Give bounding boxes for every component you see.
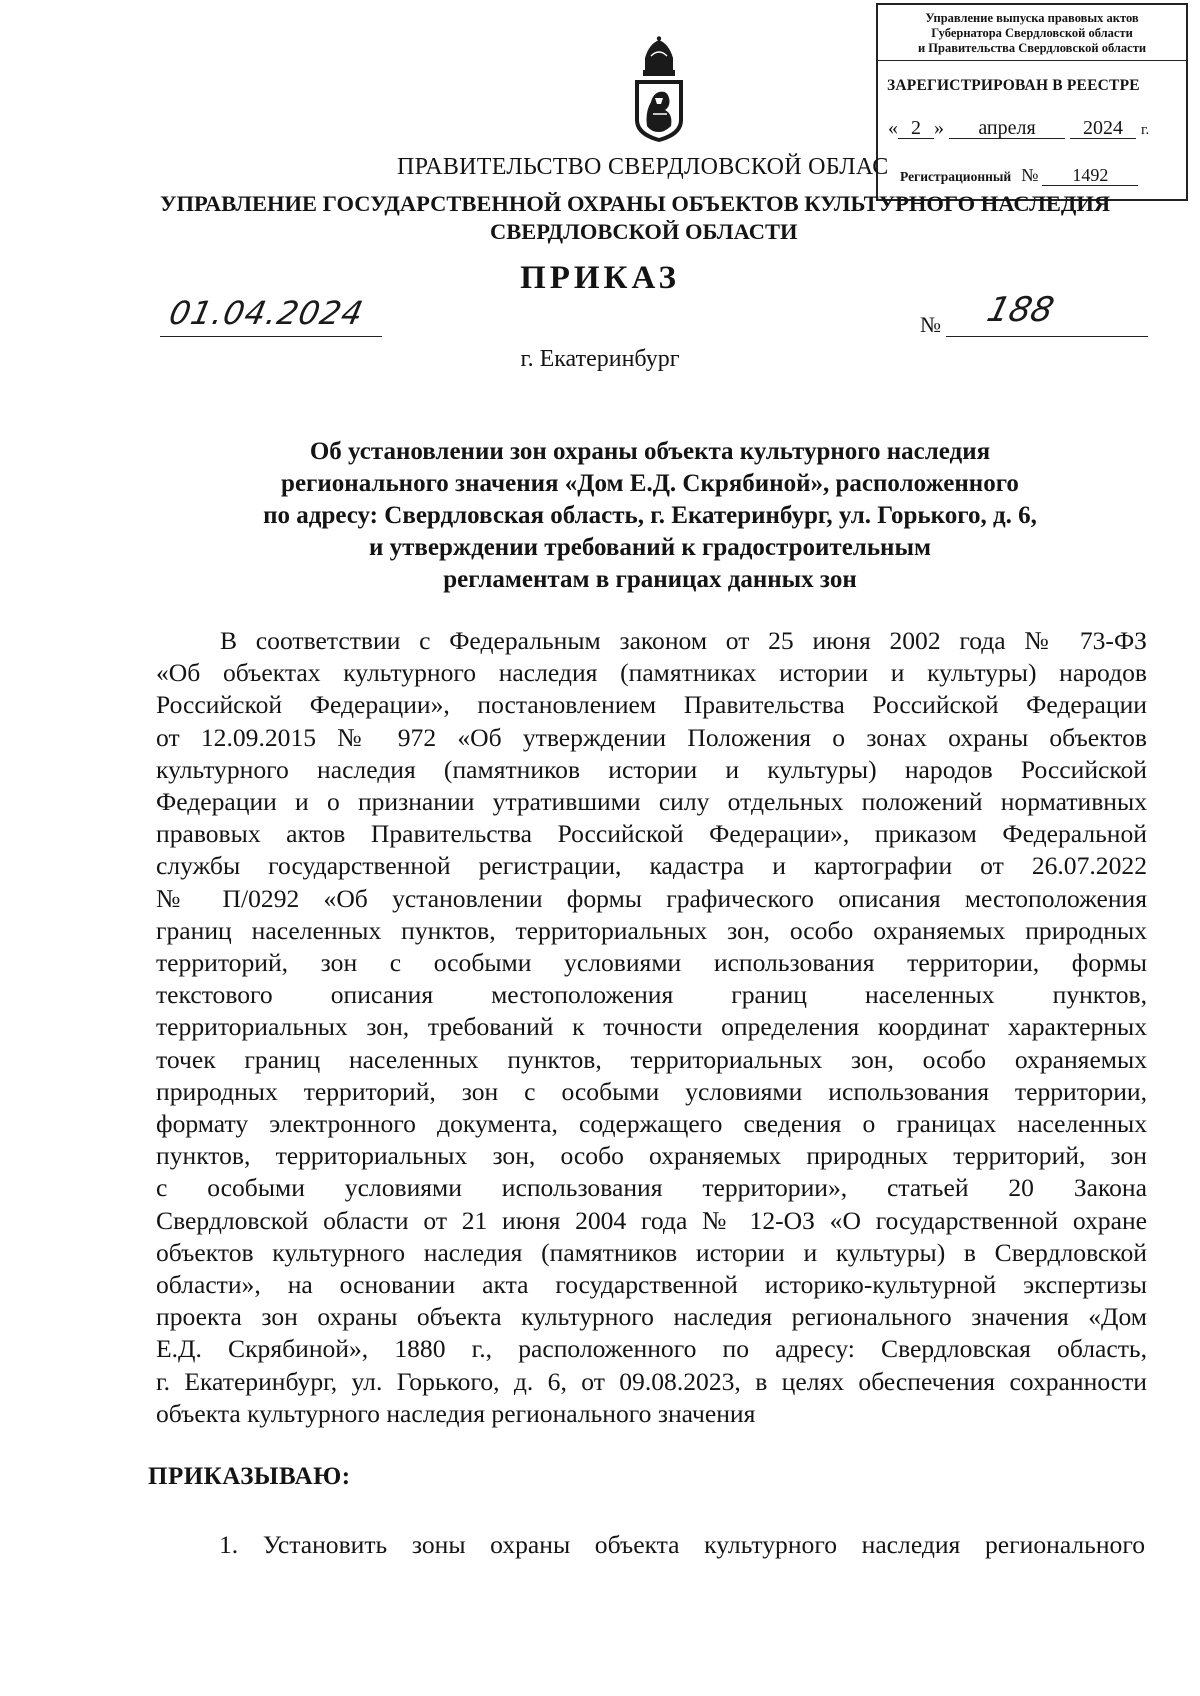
body-line: В соответствии с Федеральным законом от 25 июня 2002 года № 73-ФЗ	[220, 626, 1147, 655]
order-item-1: 1. Установить зоны охраны объекта культурного наследия регионального	[219, 1530, 1145, 1559]
stamp-date-open: «	[888, 117, 898, 139]
title-line: и утверждении требований к градостроительным	[369, 534, 931, 561]
body-line: от 12.09.2015 № 972 «Об утверждении Положения о зонах охраны объектов	[156, 722, 1147, 752]
body-line: Российской Федерации», постановлением Правительства Российской Федерации	[156, 690, 1147, 720]
body-line: культурного наследия (памятников истории и культуры) народов Российской	[156, 754, 1147, 784]
body-line: Свердловской области от 21 июня 2004 года № 12-ОЗ «О государственной охране	[156, 1205, 1147, 1235]
title-line: регламентам в границах данных зон	[443, 566, 857, 593]
stamp-reg-no-sign: №	[1021, 165, 1039, 185]
title-line: Об установлении зон охраны объекта культурного наследия	[309, 438, 991, 465]
body-line: территориальных зон, требований к точности определения координат характерных	[156, 1012, 1147, 1042]
body-line: правовых актов Правительства Российской Федерации», приказом Федеральной	[156, 819, 1147, 849]
document-number: 188	[983, 290, 1058, 330]
document-date-field	[160, 294, 382, 337]
body-line: с особыми условиями использования территории», статьей 20 Закона	[156, 1173, 1147, 1203]
stamp-reg-number-line	[900, 165, 1138, 186]
body-line: области», на основании акта государственной историко-культурной экспертизы	[156, 1270, 1147, 1300]
stamp-date-day: 2	[898, 118, 934, 139]
stamp-date-month: апреля	[949, 118, 1065, 139]
body-line: объекта культурного наследия регионального значения	[156, 1398, 756, 1428]
body-line: службы государственной регистрации, кадастра и картографии от 26.07.2022	[156, 851, 1147, 881]
number-sign: №	[920, 312, 941, 337]
body-line: точек границ населенных пунктов, территориальных зон, особо охраняемых	[156, 1044, 1147, 1074]
city: г. Екатеринбург	[520, 346, 680, 372]
order-heading: ПРИКАЗЫВАЮ:	[148, 1463, 351, 1490]
department-name-line2: СВЕРДЛОВСКОЙ ОБЛАСТИ	[490, 219, 798, 244]
title-line: по адресу: Свердловская область, г. Екатеринбург, ул. Горького, д. 6,	[263, 502, 1037, 529]
body-line: Е.Д. Скрябиной», 1880 г., расположенного по адресу: Свердловская область,	[156, 1334, 1147, 1364]
stamp-reg-number: 1492	[1042, 165, 1138, 186]
body-line: границ населенных пунктов, территориальных зон, особо охраняемых природных	[156, 915, 1147, 945]
body-line: формату электронного документа, содержащего сведения о границах населенных	[156, 1109, 1147, 1139]
body-line: Федерации и о признании утратившими силу отдельных положений нормативных	[156, 787, 1147, 817]
body-line: № П/0292 «Об установлении формы графического описания местоположения	[156, 883, 1147, 913]
stamp-header-line: и Правительства Свердловской области	[917, 41, 1147, 55]
title-line: регионального значения «Дом Е.Д. Скрябиной», расположенного	[281, 470, 1019, 497]
stamp-date-close: »	[934, 117, 944, 139]
registration-stamp	[876, 3, 1188, 201]
stamp-date-year: 2024	[1070, 118, 1136, 139]
body-line: «Об объектах культурного наследия (памятниках истории и культуры) народов	[156, 658, 1147, 688]
body-line: пунктов, территориальных зон, особо охраняемых природных территорий, зон	[156, 1141, 1147, 1171]
stamp-header	[878, 5, 1186, 61]
preamble-paragraph	[156, 625, 1147, 1430]
stamp-registered-label: ЗАРЕГИСТРИРОВАН В РЕЕСТРЕ	[887, 77, 1140, 94]
body-line: проекта зон охраны объекта культурного наследия регионального значения «Дом	[156, 1302, 1147, 1332]
document-type: ПРИКАЗ	[520, 260, 680, 296]
department-name-line1: УПРАВЛЕНИЕ ГОСУДАРСТВЕННОЙ ОХРАНЫ ОБЪЕКТОВ КУЛЬТУРНОГО НАСЛЕДИЯ	[160, 191, 1111, 216]
document-date: 01.04.2024	[165, 294, 368, 332]
document-number-field	[946, 290, 1148, 337]
stamp-header-line: Губернатора Свердловской области	[931, 26, 1133, 40]
government-name: ПРАВИТЕЛЬСТВО СВЕРДЛОВСКОЙ ОБЛАС	[397, 154, 889, 180]
coat-of-arms-emblem	[631, 36, 687, 144]
stamp-header-line: Управление выпуска правовых актов	[925, 11, 1139, 25]
body-line: г. Екатеринбург, ул. Горького, д. 6, от 09.08.2023, в целях обеспечения сохранности	[156, 1366, 1147, 1396]
body-line: природных территорий, зон с особыми условиями использования территории,	[156, 1076, 1147, 1106]
body-line: объектов культурного наследия (памятников истории и культуры) в Свердловской	[156, 1237, 1147, 1267]
stamp-reg-label: Регистрационный	[900, 169, 1012, 184]
stamp-date-suffix: г.	[1141, 122, 1150, 138]
document-title	[140, 436, 1160, 596]
stamp-date-line	[888, 117, 1149, 140]
body-line: текстового описания местоположения границ населенных пунктов,	[156, 980, 1147, 1010]
body-line: территорий, зон с особыми условиями использования территории, формы	[156, 948, 1147, 978]
